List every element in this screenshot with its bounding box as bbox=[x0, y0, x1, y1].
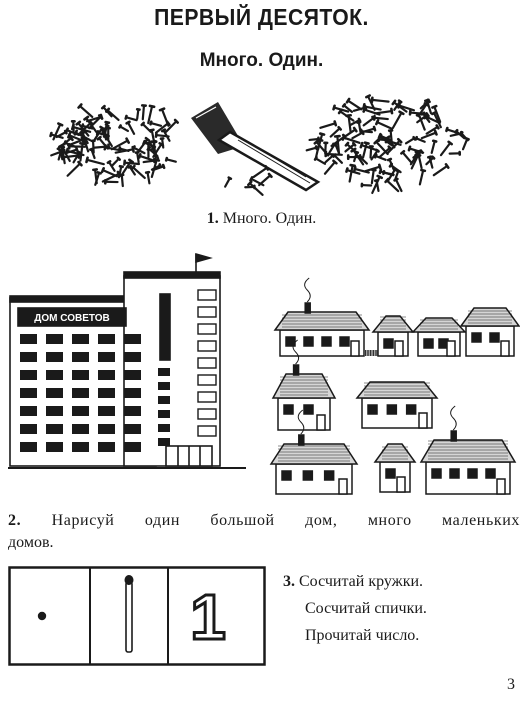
page-number: 3 bbox=[507, 676, 515, 693]
exercise-2-number: 2. bbox=[8, 512, 22, 529]
nails-pile-right bbox=[307, 95, 469, 192]
exercise-3-text-1: Сосчитай кружки. bbox=[299, 573, 424, 590]
exercise-3-line-3: Прочитай число. bbox=[305, 627, 420, 644]
counting-box bbox=[8, 566, 266, 666]
page-subtitle: Много. Один. bbox=[199, 50, 324, 71]
houses-illustration bbox=[8, 250, 520, 498]
exercise-2-line-2: домов. bbox=[8, 534, 54, 551]
exercise-2-text-1: Нарисуй один большой дом, много маленьких bbox=[51, 512, 520, 529]
small-house-icon bbox=[373, 316, 413, 356]
exercise-2 bbox=[8, 510, 520, 554]
small-house-icon bbox=[275, 278, 369, 356]
exercise-1-number: 1. bbox=[206, 210, 219, 227]
small-house-icon bbox=[413, 318, 465, 356]
small-house-icon bbox=[461, 308, 519, 356]
exercise-3-line-1 bbox=[283, 568, 427, 595]
exercise-3-line-2: Сосчитай спички. bbox=[305, 600, 427, 617]
match-stick-icon bbox=[125, 575, 134, 652]
nails-hammer-illustration bbox=[48, 88, 472, 206]
page-title: ПЕРВЫЙ ДЕСЯТОК. bbox=[154, 4, 369, 30]
exercise-1-caption bbox=[0, 210, 523, 228]
digit-one: 1 bbox=[190, 581, 226, 653]
exercise-2-line-1 bbox=[8, 510, 520, 532]
nails-pile-left bbox=[51, 104, 178, 186]
exercise-1-text: Много. Один. bbox=[222, 210, 317, 227]
small-house-icon bbox=[357, 382, 437, 428]
small-house-icon bbox=[421, 406, 515, 494]
tower-balconies bbox=[198, 290, 216, 436]
small-house-icon bbox=[375, 444, 415, 492]
dot-circle-icon bbox=[38, 612, 46, 620]
fence bbox=[364, 350, 377, 356]
small-houses bbox=[271, 278, 519, 494]
building-sign: ДОМ СОВЕТОВ bbox=[34, 313, 110, 324]
loose-nails bbox=[225, 166, 271, 195]
exercise-3-number: 3. bbox=[283, 573, 295, 590]
exercise-3 bbox=[283, 568, 427, 649]
